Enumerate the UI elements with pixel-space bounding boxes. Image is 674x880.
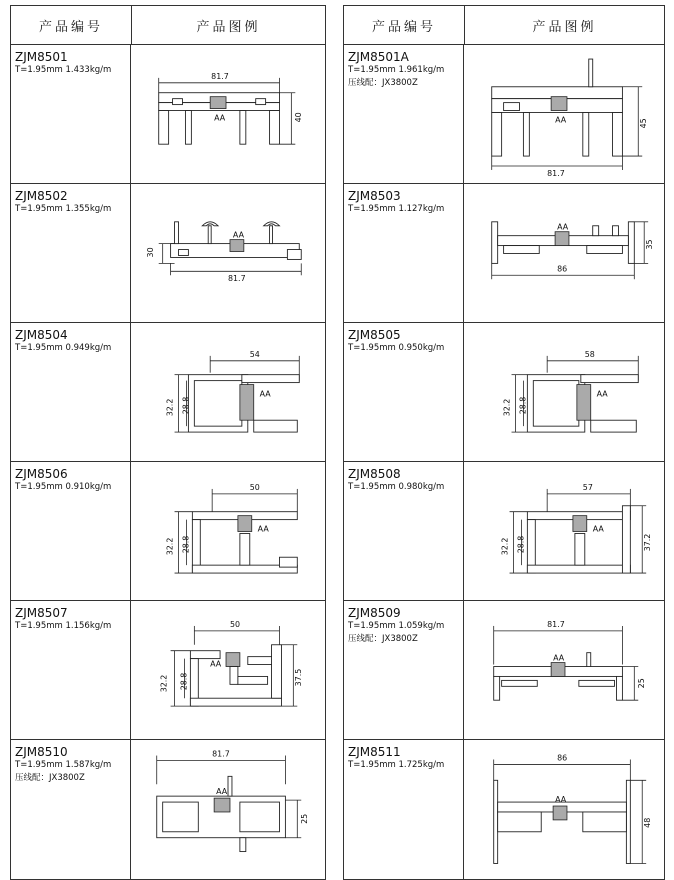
product-code: ZJM8506 [15, 467, 68, 481]
product-code: ZJM8505 [348, 328, 401, 342]
aa-label: AA [259, 389, 271, 399]
dim-height-outer: 32.2 [159, 674, 169, 693]
dim-height: 25 [637, 678, 647, 689]
product-code: ZJM8503 [348, 189, 401, 203]
profile-drawing [131, 323, 325, 461]
dim-height: 45 [639, 118, 649, 129]
profile-drawing [464, 462, 664, 600]
profile-drawing [131, 740, 325, 879]
aa-label: AA [232, 230, 244, 240]
product-spec: T=1.95mm 0.950kg/m [348, 343, 445, 353]
product-spec: T=1.95mm 1.587kg/m [15, 760, 112, 770]
profile-drawing [131, 462, 325, 600]
aa-label: AA [257, 524, 269, 534]
dim-height-inner: 28.8 [179, 672, 189, 691]
dim-width: 81.7 [211, 71, 229, 81]
aa-label: AA [553, 653, 565, 663]
product-code: ZJM8508 [348, 467, 401, 481]
aa-label: AA [216, 787, 228, 797]
product-info [11, 740, 131, 879]
dim-height-outer: 32.2 [165, 537, 175, 556]
product-code: ZJM8501A [348, 50, 409, 64]
product-spec: T=1.95mm 0.949kg/m [15, 343, 112, 353]
product-info [11, 184, 131, 322]
product-spec: T=1.95mm 1.355kg/m [15, 204, 112, 214]
dim-height-inner: 28.8 [516, 535, 526, 554]
aa-label: AA [592, 524, 604, 534]
product-info [11, 323, 131, 461]
table-header [11, 6, 325, 45]
dim-width: 50 [249, 482, 260, 492]
dim-width: 58 [584, 349, 595, 359]
product-row [11, 184, 325, 323]
product-spec: T=1.95mm 1.127kg/m [348, 204, 445, 214]
profile-drawing [464, 601, 664, 739]
profile-drawing [464, 740, 664, 879]
product-code: ZJM8509 [348, 606, 401, 620]
profile-drawing [464, 323, 664, 461]
profile-drawing [131, 601, 325, 739]
dim-width: 50 [229, 619, 241, 629]
product-row [11, 601, 325, 740]
dim-height: 35 [645, 239, 655, 250]
dim-height-outer: 32.2 [502, 398, 512, 417]
dim-width: 57 [582, 482, 593, 492]
profile-drawing [464, 45, 664, 183]
dim-width: 81.7 [547, 168, 565, 178]
product-spec: T=1.95mm 1.433kg/m [15, 65, 112, 75]
profile-drawing [464, 184, 664, 322]
product-code: ZJM8504 [15, 328, 68, 342]
product-info [344, 740, 464, 879]
profile-drawing [131, 45, 325, 183]
dim-width: 54 [249, 349, 260, 359]
aa-label: AA [596, 389, 608, 399]
product-spec: T=1.95mm 0.910kg/m [15, 482, 112, 492]
dim-height: 30 [145, 247, 155, 258]
header-product-code: 产品编号 [11, 6, 132, 44]
dim-height-inner: 28.8 [181, 535, 191, 554]
dim-height-right: 37.5 [294, 668, 304, 687]
product-info [344, 323, 464, 461]
dim-width: 81.7 [228, 274, 246, 284]
dim-height: 48 [643, 817, 653, 828]
dim-width: 86 [557, 264, 568, 274]
aa-label: AA [555, 795, 567, 805]
product-row [344, 323, 664, 462]
left-product-table [10, 5, 326, 880]
product-info [11, 45, 131, 183]
product-row [11, 45, 325, 184]
product-row [344, 462, 664, 601]
dim-width: 81.7 [212, 749, 230, 759]
product-spec: T=1.95mm 1.725kg/m [348, 760, 445, 770]
product-row [11, 462, 325, 601]
product-info [344, 184, 464, 322]
aa-label: AA [555, 115, 567, 125]
product-code: ZJM8501 [15, 50, 68, 64]
product-info [344, 601, 464, 739]
product-note: 压线配：JX3800Z [15, 773, 85, 783]
header-product-code: 产品编号 [344, 6, 465, 44]
product-info [344, 45, 464, 183]
dim-height: 25 [300, 813, 310, 824]
aa-label: AA [214, 113, 226, 123]
dim-height-right: 37.2 [643, 533, 653, 552]
dim-height-outer: 32.2 [500, 537, 510, 556]
product-row [344, 740, 664, 879]
product-code: ZJM8502 [15, 189, 68, 203]
table-header [344, 6, 664, 45]
product-row [11, 740, 325, 879]
product-info [11, 462, 131, 600]
aa-label: AA [210, 659, 222, 669]
product-note: 压线配：JX3800Z [348, 78, 418, 88]
product-code: ZJM8507 [15, 606, 68, 620]
aa-label: AA [557, 222, 569, 232]
product-info [11, 601, 131, 739]
product-info [344, 462, 464, 600]
product-spec: T=1.95mm 1.059kg/m [348, 621, 445, 631]
product-row [344, 601, 664, 740]
product-row [344, 184, 664, 323]
dim-height-inner: 28.8 [181, 396, 191, 415]
profile-drawing [131, 184, 325, 322]
dim-height: 40 [294, 112, 304, 123]
product-spec: T=1.95mm 1.961kg/m [348, 65, 445, 75]
header-product-figure: 产品图例 [196, 19, 261, 35]
product-code: ZJM8510 [15, 745, 68, 759]
dim-height-outer: 32.2 [165, 398, 175, 417]
product-note: 压线配：JX3800Z [348, 634, 418, 644]
product-row [11, 323, 325, 462]
dim-height-inner: 28.8 [518, 396, 528, 415]
product-row [344, 45, 664, 184]
dim-width: 86 [557, 753, 568, 763]
right-product-table [343, 5, 665, 880]
dim-width: 81.7 [547, 619, 565, 629]
product-spec: T=1.95mm 1.156kg/m [15, 621, 112, 631]
product-spec: T=1.95mm 0.980kg/m [348, 482, 445, 492]
header-product-figure: 产品图例 [532, 19, 597, 35]
product-code: ZJM8511 [348, 745, 401, 759]
